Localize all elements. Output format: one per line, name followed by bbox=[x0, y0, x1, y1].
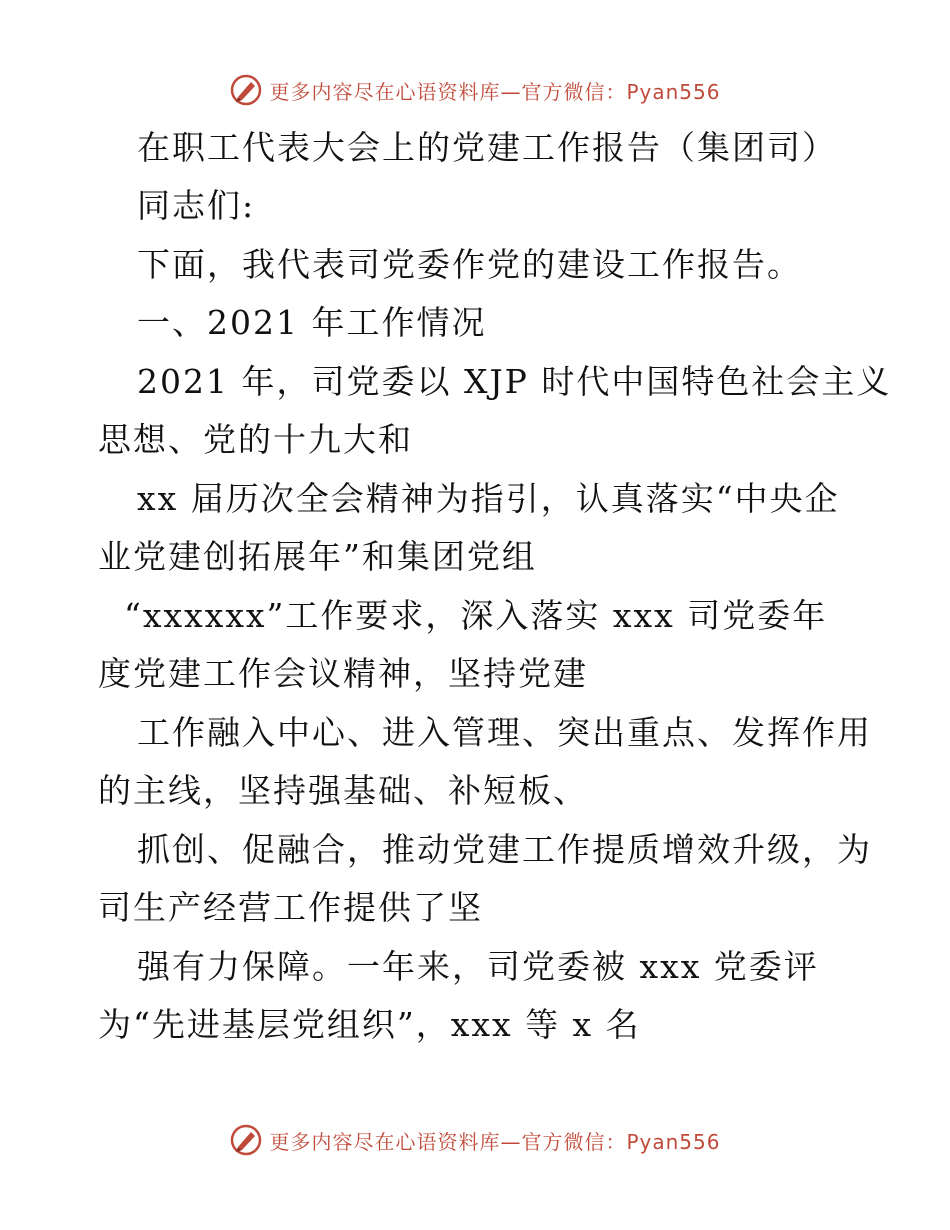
paragraph-line: 工作融入中心、进入管理、突出重点、发挥作用 bbox=[137, 713, 872, 752]
paragraph-line: 的主线，坚持强基础、补短板、 bbox=[98, 771, 588, 810]
pen-logo-icon bbox=[229, 1123, 263, 1157]
paragraph-line: xx 届历次全会精神为指引，认真落实“中央企 bbox=[137, 479, 840, 518]
paragraph-line: 为“先进基层党组织”，xxx 等 x 名 bbox=[98, 1005, 641, 1044]
watermark-header bbox=[0, 70, 950, 110]
paragraph-line: 司生产经营工作提供了坚 bbox=[98, 888, 483, 927]
watermark-text: 更多内容尽在心语资料库—官方微信：Pyan556 bbox=[269, 79, 721, 104]
watermark-footer bbox=[0, 1120, 950, 1160]
paragraph-line: 业党建创拓展年”和集团党组 bbox=[98, 537, 537, 576]
paragraph-line: 度党建工作会议精神，坚持党建 bbox=[98, 654, 588, 693]
pen-logo-icon bbox=[229, 73, 263, 107]
salutation: 同志们: bbox=[137, 186, 256, 225]
document-title: 在职工代表大会上的党建工作报告（集团司） bbox=[137, 128, 837, 167]
paragraph-line: 强有力保障。一年来，司党委被 xxx 党委评 bbox=[137, 947, 819, 986]
paragraph-line: 2021 年，司党委以 XJP 时代中国特色社会主义 bbox=[137, 362, 892, 401]
section-heading: 一、2021 年工作情况 bbox=[137, 303, 487, 342]
paragraph-line: 下面，我代表司党委作党的建设工作报告。 bbox=[137, 245, 802, 284]
paragraph-line: “xxxxxx”工作要求，深入落实 xxx 司党委年 bbox=[124, 596, 828, 635]
paragraph-line: 思想、党的十九大和 bbox=[98, 420, 413, 459]
watermark-text: 更多内容尽在心语资料库—官方微信：Pyan556 bbox=[269, 1129, 721, 1154]
paragraph-line: 抓创、促融合，推动党建工作提质增效升级，为 bbox=[137, 830, 872, 869]
